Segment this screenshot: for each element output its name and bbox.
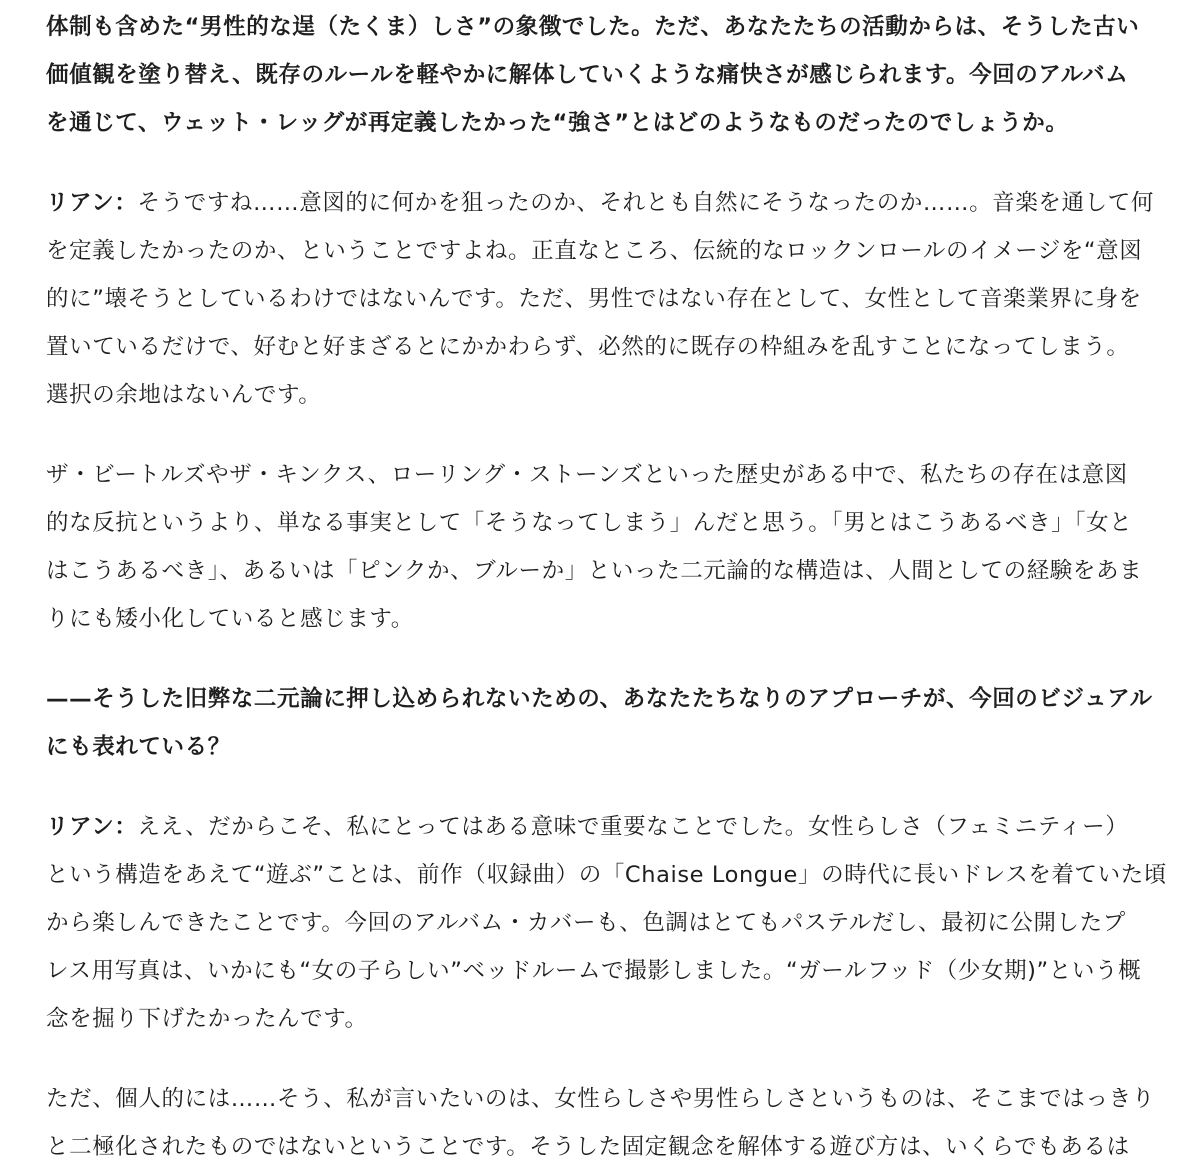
text-line: 念を掘り下げたかったんです。 [46, 1006, 368, 1032]
speaker-label: リアン： [46, 190, 138, 216]
interview-question [46, 3, 1184, 147]
text-line: を通じて、ウェット・レッグが再定義したかった“強さ”とはどのようなものだったのでしょうか。 [46, 110, 1069, 136]
interview-answer [46, 803, 1184, 1043]
text-line: ザ・ビートルズやザ・キンクス、ローリング・ストーンズといった歴史がある中で、私たちの存在は意図 [46, 462, 1128, 488]
text-line: 的に”壊そうとしているわけではないんです。ただ、男性ではない存在として、女性として音楽業界に身を [46, 286, 1142, 312]
text-line: りにも矮小化していると感じます。 [46, 606, 414, 632]
text-line [46, 803, 1184, 851]
text-line [46, 179, 1184, 227]
answer-text: そうですね……意図的に何かを狙ったのか、それとも自然にそうなったのか……。音楽を通して何 [137, 190, 1154, 216]
text-line: レス用写真は、いかにも“女の子らしい”ベッドルームで撮影しました。“ガールフッド（少女期)”という概 [46, 958, 1142, 984]
text-line: 置いているだけで、好むと好まざるとにかかわらず、必然的に既存の枠組みを乱すことになってしまう。 [46, 334, 1130, 360]
interview-answer [46, 179, 1184, 419]
text-line: 選択の余地はないんです。 [46, 382, 322, 408]
text-line: という構造をあえて“遊ぶ”ことは、前作（収録曲）の「Chaise Longue」の時代に長いドレスを着ていた頃 [46, 862, 1167, 888]
text-line: 体制も含めた“男性的な逞（たくま）しさ”の象徴でした。ただ、あなたたちの活動からは、そうした古い [46, 14, 1140, 40]
text-line: にも表れている？ [46, 734, 231, 760]
text-line: はこうあるべき」、あるいは「ピンクか、ブルーか」といった二元論的な構造は、人間としての経験をあま [46, 558, 1143, 584]
interview-answer-continued [46, 451, 1184, 643]
speaker-label: リアン： [46, 814, 138, 840]
answer-text: ええ、だからこそ、私にとってはある意味で重要なことでした。女性らしさ（フェミニティー） [137, 814, 1129, 840]
text-line: から楽しんできたことです。今回のアルバム・カバーも、色調はとてもパステルだし、最初に公開したプ [46, 910, 1126, 936]
text-line: 価値観を塗り替え、既存のルールを軽やかに解体していくような痛快さが感じられます。今回のアルバム [46, 62, 1129, 88]
text-line: と二極化されたものではないということです。そうした固定観念を解体する遊び方は、いくらでもあるは [46, 1134, 1130, 1160]
text-line: ——そうした旧弊な二元論に押し込められないための、あなたたちなりのアプローチが、今回のビジュアル [46, 686, 1153, 712]
interview-question [46, 675, 1184, 771]
interview-answer-continued [46, 1075, 1184, 1171]
text-line: を定義したかったのか、ということですよね。正直なところ、伝統的なロックンロールのイメージを“意図 [46, 238, 1143, 264]
text-line: 的な反抗というより、単なる事実として「そうなってしまう」んだと思う。「男とはこうあるべき」「女と [46, 510, 1133, 536]
text-line: ただ、個人的には……そう、私が言いたいのは、女性らしさや男性らしさというものは、そこまではっきり [46, 1086, 1155, 1112]
